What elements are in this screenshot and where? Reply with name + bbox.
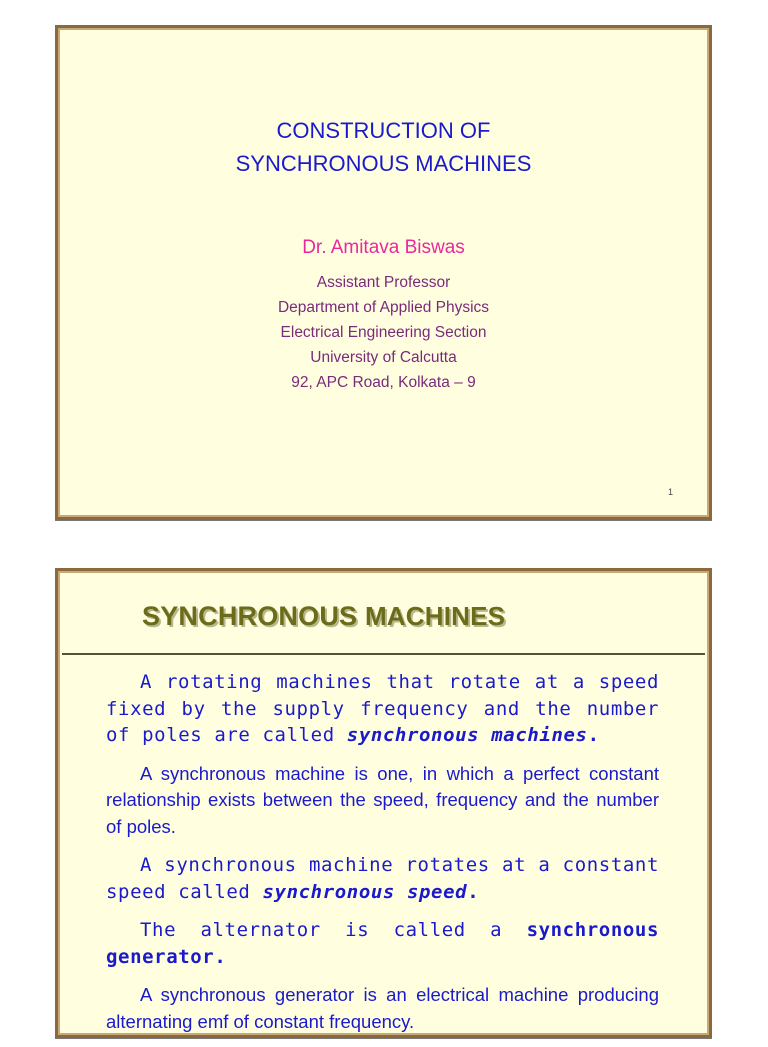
paragraph-5 (106, 982, 659, 1035)
slide-title (58, 114, 709, 180)
paragraph-1 (106, 669, 659, 749)
paragraph-3 (106, 852, 659, 905)
paragraph-3-text: A synchronous machine rotates at a constant speed called (106, 854, 659, 903)
paragraph-3-emphasis: synchronous speed (262, 880, 468, 903)
affiliation-address: 92, APC Road, Kolkata – 9 (291, 374, 476, 391)
author-name: Dr. Amitava Biswas (302, 237, 465, 258)
heading-word-2: MACHINES (364, 601, 506, 631)
affiliation-position: Assistant Professor (316, 274, 451, 291)
affiliation-department: Department of Applied Physics (277, 299, 490, 316)
page-number: 1 (667, 487, 673, 497)
paragraph-5-text: A synchronous generator is an electrical machine producing alternating emf of constant frequency. (106, 984, 659, 1032)
paragraph-2-text: A synchronous machine is one, in which a perfect constant relationship exists between the speed, frequency and the number of poles. (106, 762, 659, 837)
slide-body (106, 669, 659, 1047)
paragraph-3-end: . (467, 880, 480, 903)
paragraph-1-text: A rotating machines that rotate at a speed fixed by the supply frequency and the number of poles are called (106, 671, 659, 746)
affiliation-university: University of Calcutta (310, 349, 457, 366)
paragraph-4-text: The alternator is called a (140, 919, 527, 941)
title-line-2: SYNCHRONOUS MACHINES (235, 151, 532, 176)
paragraph-2 (106, 761, 659, 841)
paragraph-1-emphasis: synchronous machines (346, 724, 588, 746)
content-slide (55, 568, 712, 1038)
affiliation-section: Electrical Engineering Section (280, 324, 487, 341)
title-slide (55, 25, 712, 520)
heading-word-1: SYNCHRONOUS (142, 601, 358, 631)
slide-heading (142, 601, 505, 632)
title-line-1: CONSTRUCTION OF (276, 118, 491, 143)
affiliation-block (58, 270, 709, 395)
paragraph-1-end: . (587, 724, 600, 746)
paragraph-4-end: . (214, 945, 227, 968)
heading-divider (62, 653, 705, 655)
paragraph-4-emphasis: synchronous generator (106, 919, 659, 968)
paragraph-4 (106, 917, 659, 970)
